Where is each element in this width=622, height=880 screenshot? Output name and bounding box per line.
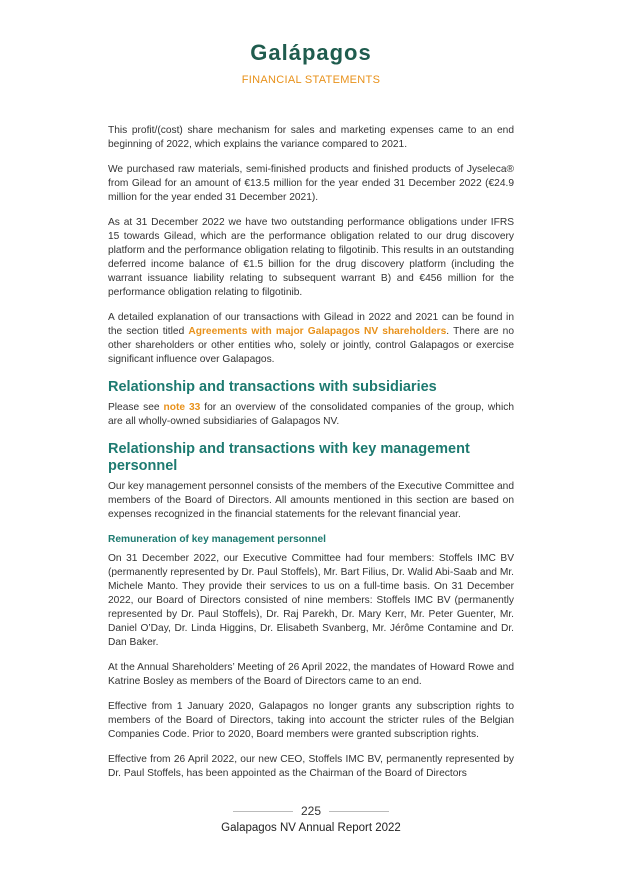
paragraph: At the Annual Shareholders’ Meeting of 26 April 2022, the mandates of Howard Rowe and Katrine Bosley as members of the Board of Directors came to an end.	[108, 662, 514, 687]
subsidiaries-heading: Relationship and transactions with subsidiaries	[108, 379, 437, 395]
paragraph: This profit/(cost) share mechanism for sales and marketing expenses came to an end beginning of 2022, which explains the variance compared to 2021.	[108, 125, 514, 150]
report-title: Galapagos NV Annual Report 2022	[221, 822, 401, 834]
page-header	[0, 40, 622, 86]
section-label: FINANCIAL STATEMENTS	[241, 74, 381, 86]
page-number: 225	[300, 804, 322, 818]
logo-text: Galápagos	[250, 40, 372, 65]
paragraph-text: Please see	[108, 402, 164, 413]
paragraph: We purchased raw materials, semi-finished products and finished products of Jyseleca® from Gilead for an amount of €13.5 million for the year ended 31 December 2022 (€24.9 million for the year ended 31 December 2021).	[108, 164, 514, 203]
divider	[329, 811, 389, 812]
page-footer	[0, 804, 622, 834]
main-content	[108, 124, 514, 792]
paragraph: Effective from 26 April 2022, our new CEO, Stoffels IMC BV, permanently represented by Dr. Paul Stoffels, has been appointed as the Chairman of the Board of Directors	[108, 754, 514, 779]
paragraph	[108, 401, 514, 429]
paragraph: As at 31 December 2022 we have two outstanding performance obligations under IFRS 15 towards Gilead, which are the performance obligation related to our drug discovery platform and the performance obligation relating to filgotinib. This results in an outstanding deferred income balance of €1.5 billion for the drug discovery platform (including the warrant issuance liability relating to subsequent warrant B) and €456 million for the performance obligation relating to filgotinib.	[108, 217, 514, 298]
paragraph	[108, 311, 514, 367]
paragraph: On 31 December 2022, our Executive Committee had four members: Stoffels IMC BV (permanently represented by Dr. Paul Stoffels), Mr. Bart Filius, Dr. Walid Abi-Saab and Mr. Michele Manto. They provide their services to us on a full-time basis. On 31 December 2022, our Board of Directors consisted of nine members: Stoffels IMC BV (permanently represented by Dr. Paul Stoffels), Dr. Raj Parekh, Dr. Mary Kerr, Mr. Peter Guenter, Mr. Daniel O’Day, Dr. Linda Higgins, Dr. Elisabeth Svanberg, Mr. Jérôme Contamine and Dr. Dan Baker.	[108, 553, 514, 648]
agreements-link[interactable]: Agreements with major Galapagos NV shareholders	[188, 326, 447, 337]
kmp-heading: Relationship and transactions with key management personnel	[108, 441, 470, 474]
note-33-link[interactable]: note 33	[163, 402, 201, 413]
paragraph-text: A detailed explanation of our transactions with Gilead in 2022 and 2021 can be found in the section titled	[108, 312, 514, 337]
remuneration-heading: Remuneration of key management personnel	[108, 534, 326, 545]
galapagos-logo	[0, 40, 622, 66]
paragraph: Our key management personnel consists of the members of the Executive Committee and members of the Board of Directors. All amounts mentioned in this section are based on expenses recognized in the financial statements for the relevant financial year.	[108, 481, 514, 520]
paragraph-text: for an overview of the consolidated companies of the group, which are all wholly-owned subsidiaries of Galapagos NV.	[108, 402, 514, 427]
paragraph-text: . There are no other shareholders or other entities who, solely or jointly, control Galapagos or exercise significant influence over Galapagos.	[108, 326, 515, 365]
divider	[233, 811, 293, 812]
page-number-row	[0, 804, 622, 818]
paragraph: Effective from 1 January 2020, Galapagos no longer grants any subscription rights to members of the Board of Directors, taking into account the stricter rules of the Belgian Companies Code. Prior to 2020, Board members were granted subscription rights.	[108, 701, 514, 740]
